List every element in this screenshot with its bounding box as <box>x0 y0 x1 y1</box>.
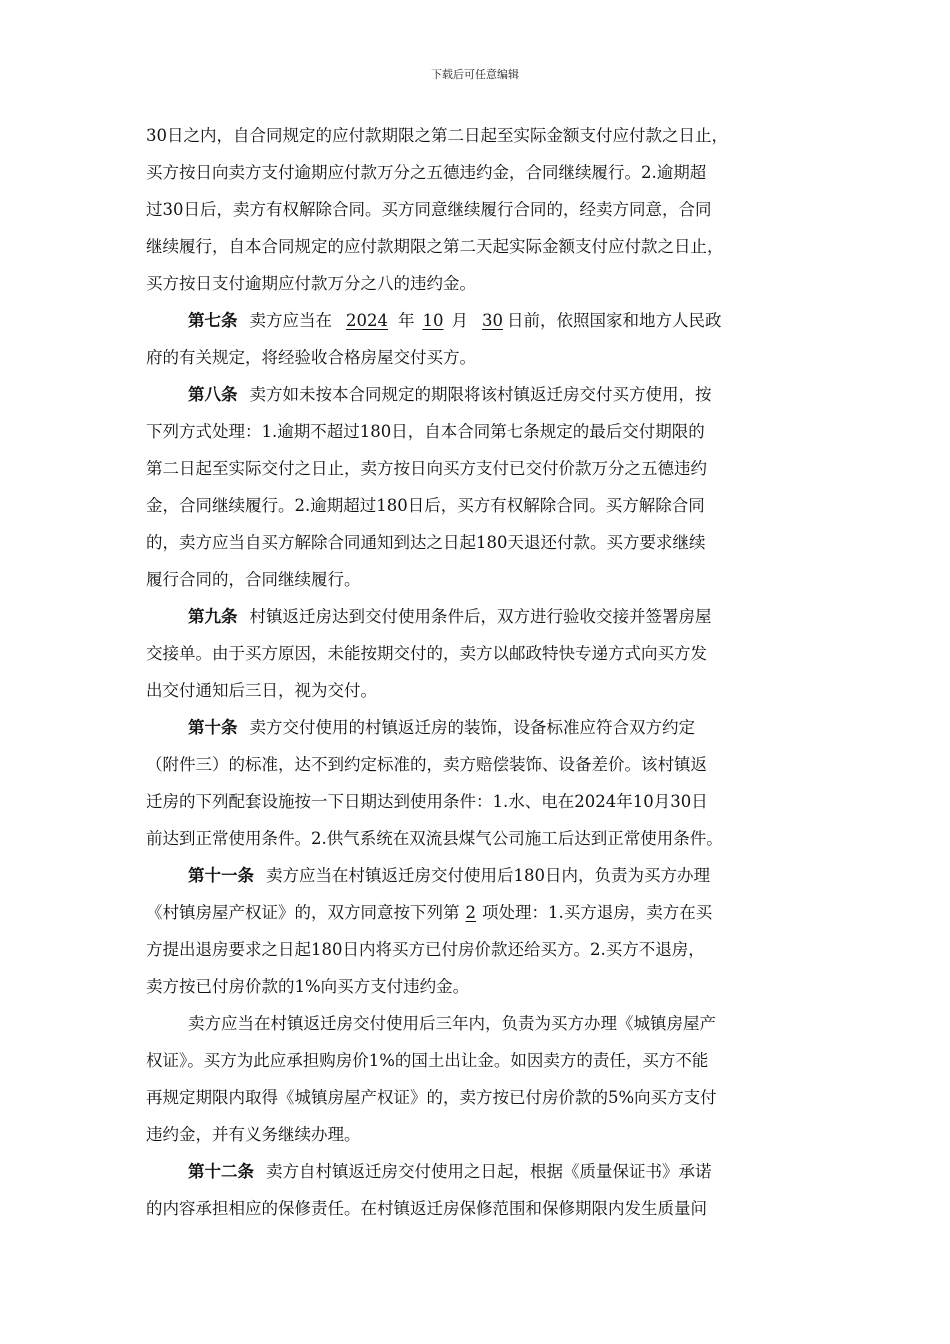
text-line: 30日之内，自合同规定的应付款期限之第二日起至实际金额支付应付款之日止， <box>146 126 728 145</box>
text-span: 村镇返迁房达到交付使用条件后，双方进行验收交接并签署房屋 <box>249 607 712 626</box>
deadline-day: 30 <box>482 311 503 330</box>
text-line: 前达到正常使用条件。2.供气系统在双流县煤气公司施工后达到正常使用条件。 <box>146 829 723 848</box>
article-9-heading: 第九条 <box>188 607 238 626</box>
text-line: 的内容承担相应的保修责任。在村镇返迁房保修范围和保修期限内发生质量问 <box>146 1199 707 1218</box>
page-header: 下载后可任意编辑 <box>431 68 519 81</box>
article-10-heading: 第十条 <box>188 718 238 737</box>
article-12-line <box>188 1157 806 1187</box>
text-line: （附件三）的标准，达不到约定标准的，卖方赔偿装饰、设备差价。该村镇返 <box>146 755 707 774</box>
article-7-heading: 第七条 <box>188 311 238 330</box>
text-span: 项处理：1.买方退房，卖方在买 <box>482 903 713 922</box>
article-10-line <box>188 713 806 743</box>
option-line <box>146 898 806 928</box>
text-line: 权证》。买方为此应承担购房价1%的国土出让金。如因卖方的责任，买方不能 <box>146 1051 709 1070</box>
article-11-heading: 第十一条 <box>188 866 254 885</box>
text-line: 买方按日向卖方支付逾期应付款万分之五德违约金，合同继续履行。2.逾期超 <box>146 163 707 182</box>
text-line: 第二日起至实际交付之日止，卖方按日向买方支付已交付价款万分之五德违约 <box>146 459 707 478</box>
text-line: 继续履行，自本合同规定的应付款期限之第二天起实际金额支付应付款之日止， <box>146 237 724 256</box>
text-line: 过30日后，卖方有权解除合同。买方同意继续履行合同的，经卖方同意，合同 <box>146 200 712 219</box>
deadline-year: 2024 <box>346 311 388 330</box>
article-7-line <box>188 306 806 336</box>
text-line: 交接单。由于买方原因，未能按期交付的，卖方以邮政特快专递方式向买方发 <box>146 644 707 663</box>
text-span: 卖方如未按本合同规定的期限将该村镇返迁房交付买方使用，按 <box>249 385 712 404</box>
text-line: 买方按日支付逾期应付款万分之八的违约金。 <box>146 274 476 293</box>
article-8-heading: 第八条 <box>188 385 238 404</box>
text-line: 履行合同的，合同继续履行。 <box>146 570 361 589</box>
article-12-heading: 第十二条 <box>188 1162 254 1181</box>
text-line: 出交付通知后三日，视为交付。 <box>146 681 377 700</box>
text-line: 下列方式处理：1.逾期不超过180日，自本合同第七条规定的最后交付期限的 <box>146 422 705 441</box>
text-line: 方提出退房要求之日起180日内将买方已付房价款还给买方。2.买方不退房， <box>146 940 705 959</box>
text-span: 卖方应当在 <box>249 311 332 330</box>
text-line: 的，卖方应当自买方解除合同通知到达之日起180天退还付款。买方要求继续 <box>146 533 706 552</box>
text-span: 《村镇房屋产权证》的，双方同意按下列第 <box>146 903 460 922</box>
text-line: 金，合同继续履行。2.逾期超过180日后，买方有权解除合同。买方解除合同 <box>146 496 705 515</box>
article-8-line <box>188 380 806 410</box>
text-span: 卖方自村镇返迁房交付使用之日起，根据《质量保证书》承诺 <box>266 1162 712 1181</box>
text-span: 日前，依照国家和地方人民政 <box>507 311 722 330</box>
text-line: 卖方应当在村镇返迁房交付使用后三年内，负责为买方办理《城镇房屋产 <box>188 1014 716 1033</box>
text-line: 再规定期限内取得《城镇房屋产权证》的，卖方按已付房价款的5%向买方支付 <box>146 1088 717 1107</box>
year-unit: 年 <box>398 311 415 330</box>
text-span: 卖方交付使用的村镇返迁房的装饰，设备标准应符合双方约定 <box>249 718 695 737</box>
text-line: 府的有关规定，将经验收合格房屋交付买方。 <box>146 348 476 367</box>
month-unit: 月 <box>451 311 468 330</box>
article-11-line <box>188 861 806 891</box>
article-9-line <box>188 602 806 632</box>
text-line: 违约金，并有义务继续办理。 <box>146 1125 361 1144</box>
text-line: 迁房的下列配套设施按一下日期达到使用条件：1.水、电在2024年10月30日 <box>146 792 708 811</box>
deadline-month: 10 <box>422 311 444 330</box>
text-line: 卖方按已付房价款的1%向买方支付违约金。 <box>146 977 470 996</box>
option-number: 2 <box>465 903 476 922</box>
text-span: 卖方应当在村镇返迁房交付使用后180日内，负责为买方办理 <box>266 866 710 885</box>
